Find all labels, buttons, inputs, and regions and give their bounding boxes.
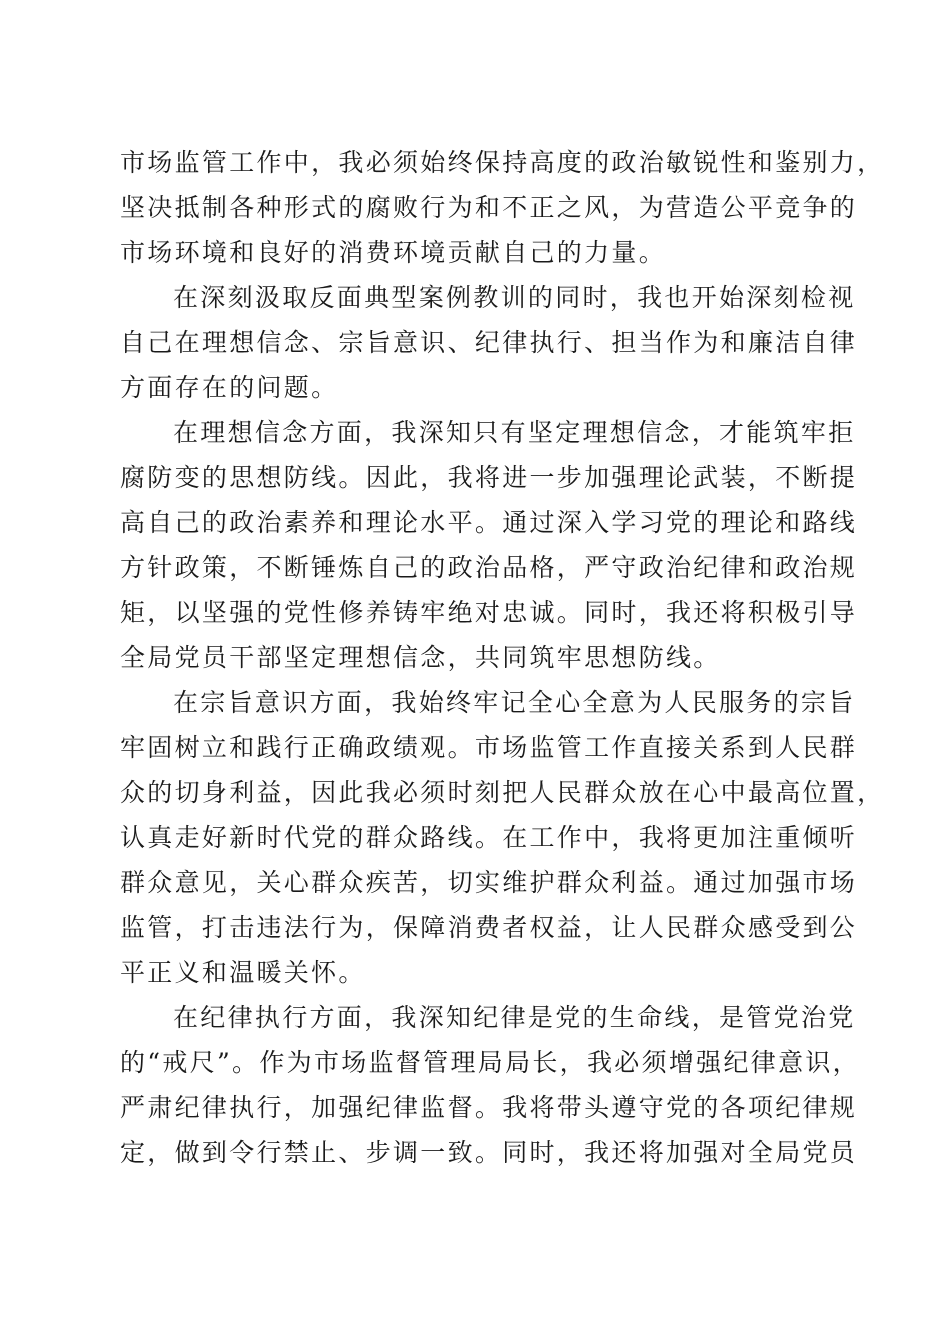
paragraph-4-line-5: 群众意见，关心群众疾苦，切实维护群众利益。通过加强市场 <box>120 868 858 897</box>
paragraph-5-line-1: 在纪律执行方面，我深知纪律是党的生命线，是管党治党 <box>173 1003 856 1032</box>
paragraph-3-line-5: 矩，以坚强的党性修养铸牢绝对忠诚。同时，我还将积极引导 <box>120 598 858 627</box>
paragraph-4-line-7: 平正义和温暖关怀。 <box>120 958 366 987</box>
paragraph-5-line-3: 严肃纪律执行，加强纪律监督。我将带头遵守党的各项纪律规 <box>120 1093 858 1122</box>
paragraph-1-line-2: 坚决抵制各种形式的腐败行为和不正之风，为营造公平竞争的 <box>120 193 858 222</box>
paragraph-1-line-1: 市场监管工作中，我必须始终保持高度的政治敏锐性和鉴别力， <box>120 148 885 177</box>
paragraph-3-line-6: 全局党员干部坚定理想信念，共同筑牢思想防线。 <box>120 643 721 672</box>
paragraph-2-line-1: 在深刻汲取反面典型案例教训的同时，我也开始深刻检视 <box>173 283 856 312</box>
paragraph-4-line-6: 监管，打击违法行为，保障消费者权益，让人民群众感受到公 <box>120 913 858 942</box>
paragraph-4-line-2: 牢固树立和践行正确政绩观。市场监管工作直接关系到人民群 <box>120 733 858 762</box>
paragraph-3-line-1: 在理想信念方面，我深知只有坚定理想信念，才能筑牢拒 <box>173 418 856 447</box>
paragraph-3-line-3: 高自己的政治素养和理论水平。通过深入学习党的理论和路线 <box>120 508 858 537</box>
paragraph-5-line-2: 的“戒尺”。作为市场监督管理局局长，我必须增强纪律意识， <box>120 1048 860 1077</box>
paragraph-3-line-4: 方针政策，不断锤炼自己的政治品格，严守政治纪律和政治规 <box>120 553 858 582</box>
paragraph-1-line-3: 市场环境和良好的消费环境贡献自己的力量。 <box>120 238 667 267</box>
paragraph-3-line-2: 腐防变的思想防线。因此，我将进一步加强理论武装，不断提 <box>120 463 858 492</box>
paragraph-5-line-4: 定，做到令行禁止、步调一致。同时，我还将加强对全局党员 <box>120 1138 858 1167</box>
paragraph-4-line-1: 在宗旨意识方面，我始终牢记全心全意为人民服务的宗旨 <box>173 688 856 717</box>
document-body <box>120 140 885 1175</box>
paragraph-2-line-3: 方面存在的问题。 <box>120 373 339 402</box>
paragraph-4-line-4: 认真走好新时代党的群众路线。在工作中，我将更加注重倾听 <box>120 823 858 852</box>
paragraph-2-line-2: 自己在理想信念、宗旨意识、纪律执行、担当作为和廉洁自律 <box>120 328 858 357</box>
paragraph-4-line-3: 众的切身利益，因此我必须时刻把人民群众放在心中最高位置， <box>120 778 885 807</box>
